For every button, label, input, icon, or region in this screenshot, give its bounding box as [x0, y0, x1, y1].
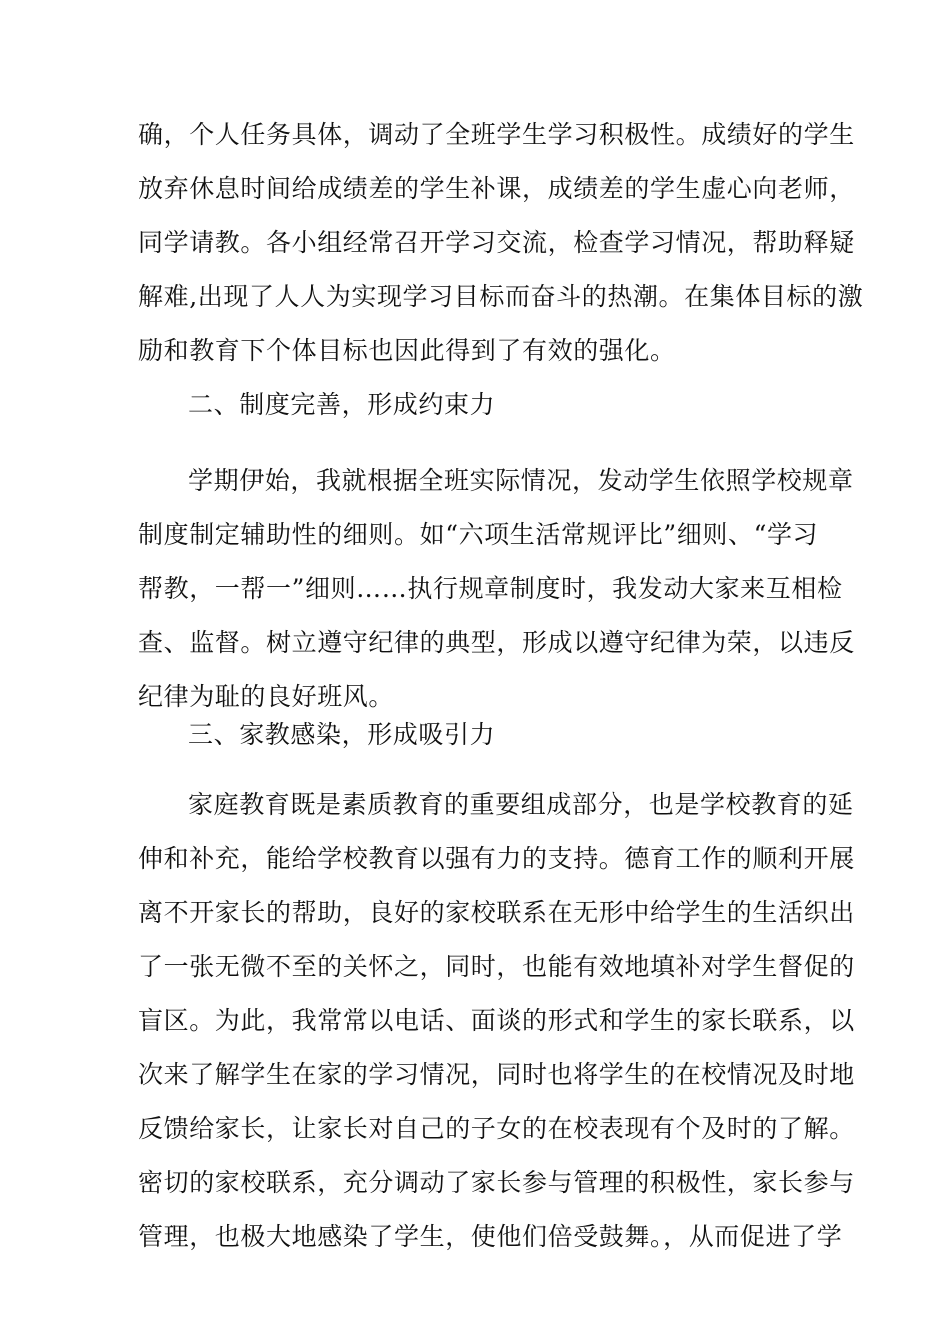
text-line: 纪律为耻的良好班风。 [138, 682, 395, 711]
text-line: 次来了解学生在家的学习情况，同时也将学生的在校情况及时地 [138, 1060, 855, 1089]
text-line: 盲区。为此，我常常以电话、面谈的形式和学生的家长联系，以 [138, 1006, 855, 1035]
text-line: 家庭教育既是素质教育的重要组成部分，也是学校教育的延 [188, 790, 854, 819]
text-line: 放弃休息时间给成绩差的学生补课，成绩差的学生虚心向老师， [138, 174, 855, 203]
text-line: 查、监督。树立遵守纪律的典型，形成以遵守纪律为荣，以违反 [138, 628, 855, 657]
text-line: 解难,出现了人人为实现学习目标而奋斗的热潮。在集体目标的激 [138, 282, 864, 311]
paragraph-goal-motivation [138, 108, 864, 378]
section-heading-rules [138, 378, 818, 432]
text-line: 同学请教。各小组经常召开学习交流，检查学习情况，帮助释疑 [138, 228, 855, 257]
paragraph-family [138, 778, 855, 1264]
text-line: 确，个人任务具体，调动了全班学生学习积极性。成绩好的学生 [138, 120, 855, 149]
paragraph-rules [138, 454, 855, 724]
text-line: 励和教育下个体目标也因此得到了有效的强化。 [138, 336, 676, 365]
text-line: 离不开家长的帮助，良好的家校联系在无形中给学生的生活织出 [138, 898, 855, 927]
section-heading-family [138, 708, 818, 762]
text-line: 管理，也极大地感染了学生，使他们倍受鼓舞。，从而促进了学 [138, 1222, 843, 1251]
text-line: 伸和补充，能给学校教育以强有力的支持。德育工作的顺利开展 [138, 844, 855, 873]
section-heading: 三、家教感染，形成吸引力 [188, 720, 496, 749]
text-line: 帮教，一帮一”细则……执行规章制度时，我发动大家来互相检 [138, 574, 843, 603]
text-line: 反馈给家长，让家长对自己的子女的在校表现有个及时的了解。 [138, 1114, 855, 1143]
text-line: 了一张无微不至的关怀之，同时，也能有效地填补对学生督促的 [138, 952, 855, 981]
text-line: 学期伊始，我就根据全班实际情况，发动学生依照学校规章 [188, 466, 854, 495]
text-line: 制度制定辅助性的细则。如“六项生活常规评比”细则、“学习 [138, 520, 819, 549]
text-line: 密切的家校联系，充分调动了家长参与管理的积极性，家长参与 [138, 1168, 855, 1197]
section-heading: 二、制度完善，形成约束力 [188, 390, 496, 419]
